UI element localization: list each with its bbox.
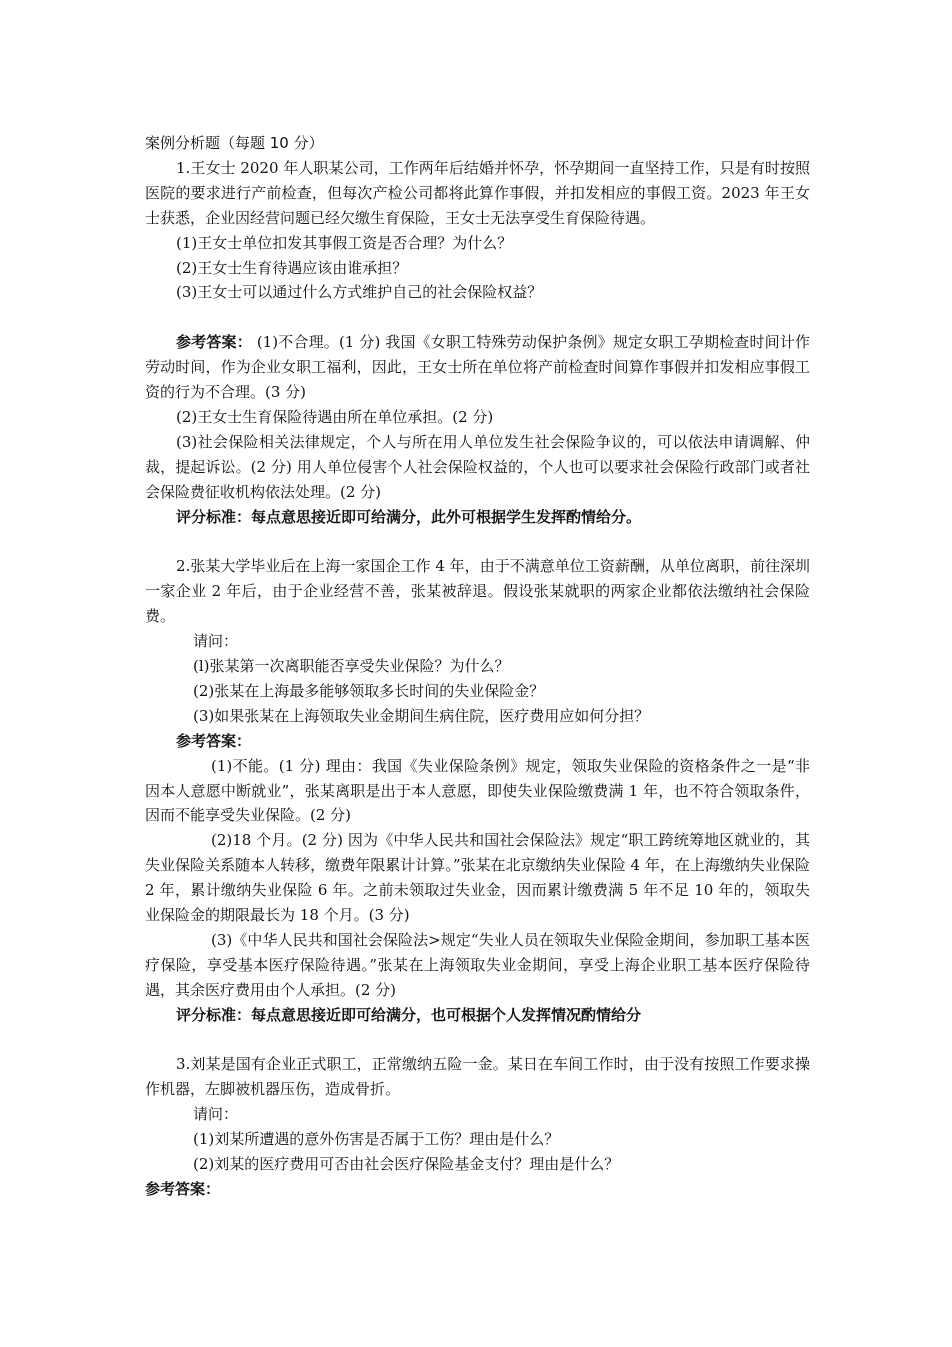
q1-question-3: (3)王女士可以通过什么方式维护自己的社会保险权益？: [176, 283, 543, 302]
q1-answer-label: 参考答案：: [176, 333, 252, 352]
q2-question-3: (3)如果张某在上海领取失业金期间生病住院，医疗费用应如何分担？: [193, 706, 650, 725]
document-page: [145, 131, 810, 1202]
q3-question-2: (2)刘某的医疗费用可否由社会医疗保险基金支付？理由是什么？: [193, 1155, 620, 1174]
spacer: [145, 305, 810, 330]
q3-answer-label: 参考答案：: [145, 1180, 221, 1199]
q3-question-1: (1)刘某所遭遇的意外伤害是否属于工伤？理由是什么？: [193, 1130, 560, 1149]
q1-answer-1: (1)不合理。(1 分) 我国《女职工特殊劳动保护条例》规定女职工孕期检查时间计作劳动时间，作为企业女职工福利，因此，王女士所在单位将产前检查时间算作事假并扣发相应事假工资的行为不合理。(3 分): [145, 333, 810, 402]
q1-question-2: (2)王女士生育待遇应该由谁承担？: [176, 258, 408, 277]
q2-stem: 2.张某大学毕业后在上海一家国企工作 4 年，由于不满意单位工资薪酬，从单位离职，前往深圳一家企业 2 年后，由于企业经营不善，张某被辞退。假设张某就职的两家企业都依法缴纳社会保险费。: [145, 557, 810, 626]
q3-stem: 3.刘某是国有企业正式职工，正常缴纳五险一金。某日在车间工作时，由于没有按照工作要求操作机器，左脚被机器压伤，造成骨折。: [145, 1055, 810, 1099]
q2-answer-1: (1)不能。(1 分) 理由：我国《失业保险条例》规定，领取失业保险的资格条件之一是“非因本人意愿中断就业”，张某离职是出于本人意愿，即使失业保险缴费满 1 年，也不符合领取条件，因而不能享受失业保险。(2 分): [145, 756, 810, 825]
q1-answer-2: (2)王女士生育保险待遇由所在单位承担。(2 分): [176, 407, 494, 426]
q2-question-2: (2)张某在上海最多能够领取多长时间的失业保险金？: [193, 681, 545, 700]
q1-scoring-criteria: 评分标准：每点意思接近即可给满分，此外可根据学生发挥酌情给分。: [176, 507, 642, 526]
q2-question-1: (l)张某第一次离职能否享受失业保险？为什么？: [193, 657, 510, 675]
q1-question-1: (1)王女士单位扣发其事假工资是否合理？为什么？: [176, 233, 513, 252]
q1-answer-block: [145, 330, 810, 405]
q2-scoring-criteria: 评分标准：每点意思接近即可给满分，也可根据个人发挥情况酌情给分: [176, 1005, 642, 1024]
spacer: [145, 1028, 810, 1053]
q2-answer-label: 参考答案：: [176, 731, 252, 750]
q2-answer-3: (3)《中华人民共和国社会保险法>规定“失业人员在领取失业保险金期间，参加职工基本医疗保险，享受基本医疗保险待遇。”张某在上海领取失业金期间，享受上海企业职工基本医疗保险待遇，其余医疗费用由个人承担。(2 分): [145, 930, 810, 999]
q2-answer-2: (2)18 个月。(2 分) 因为《中华人民共和国社会保险法》规定“职工跨统筹地区就业的，其失业保险关系随本人转移，缴费年限累计计算。”张某在北京缴纳失业保险 4 年，在上海缴纳失业保险 2 年，累计缴纳失业保险 6 年。之前未领取过失业金，因而累计缴费满 5 年不足 10 年的，领取失业保险金的期限最长为 18 个月。(3 分): [145, 831, 810, 925]
q2-ask: 请问：: [193, 632, 239, 651]
q1-answer-3: (3)社会保险相关法律规定，个人与所在用人单位发生社会保险争议的，可以依法申请调解、仲裁，提起诉讼。(2 分) 用人单位侵害个人社会保险权益的，个人也可以要求社会保险行政部门或者社会保险费征收机构依法处理。(2 分): [145, 432, 810, 501]
q1-stem: 1.王女士 2020 年人职某公司，工作两年后结婚并怀孕，怀孕期间一直坚持工作，只是有时按照医院的要求进行产前检查，但每次产检公司都将此算作事假，并扣发相应的事假工资。2023 年王女士获悉，企业因经营问题已经欠缴生育保险，王女士无法享受生育保险待遇。: [145, 158, 810, 227]
section-heading: 案例分析题（每题 10 分）: [145, 134, 324, 152]
q3-ask: 请问：: [193, 1105, 239, 1124]
spacer: [145, 529, 810, 554]
